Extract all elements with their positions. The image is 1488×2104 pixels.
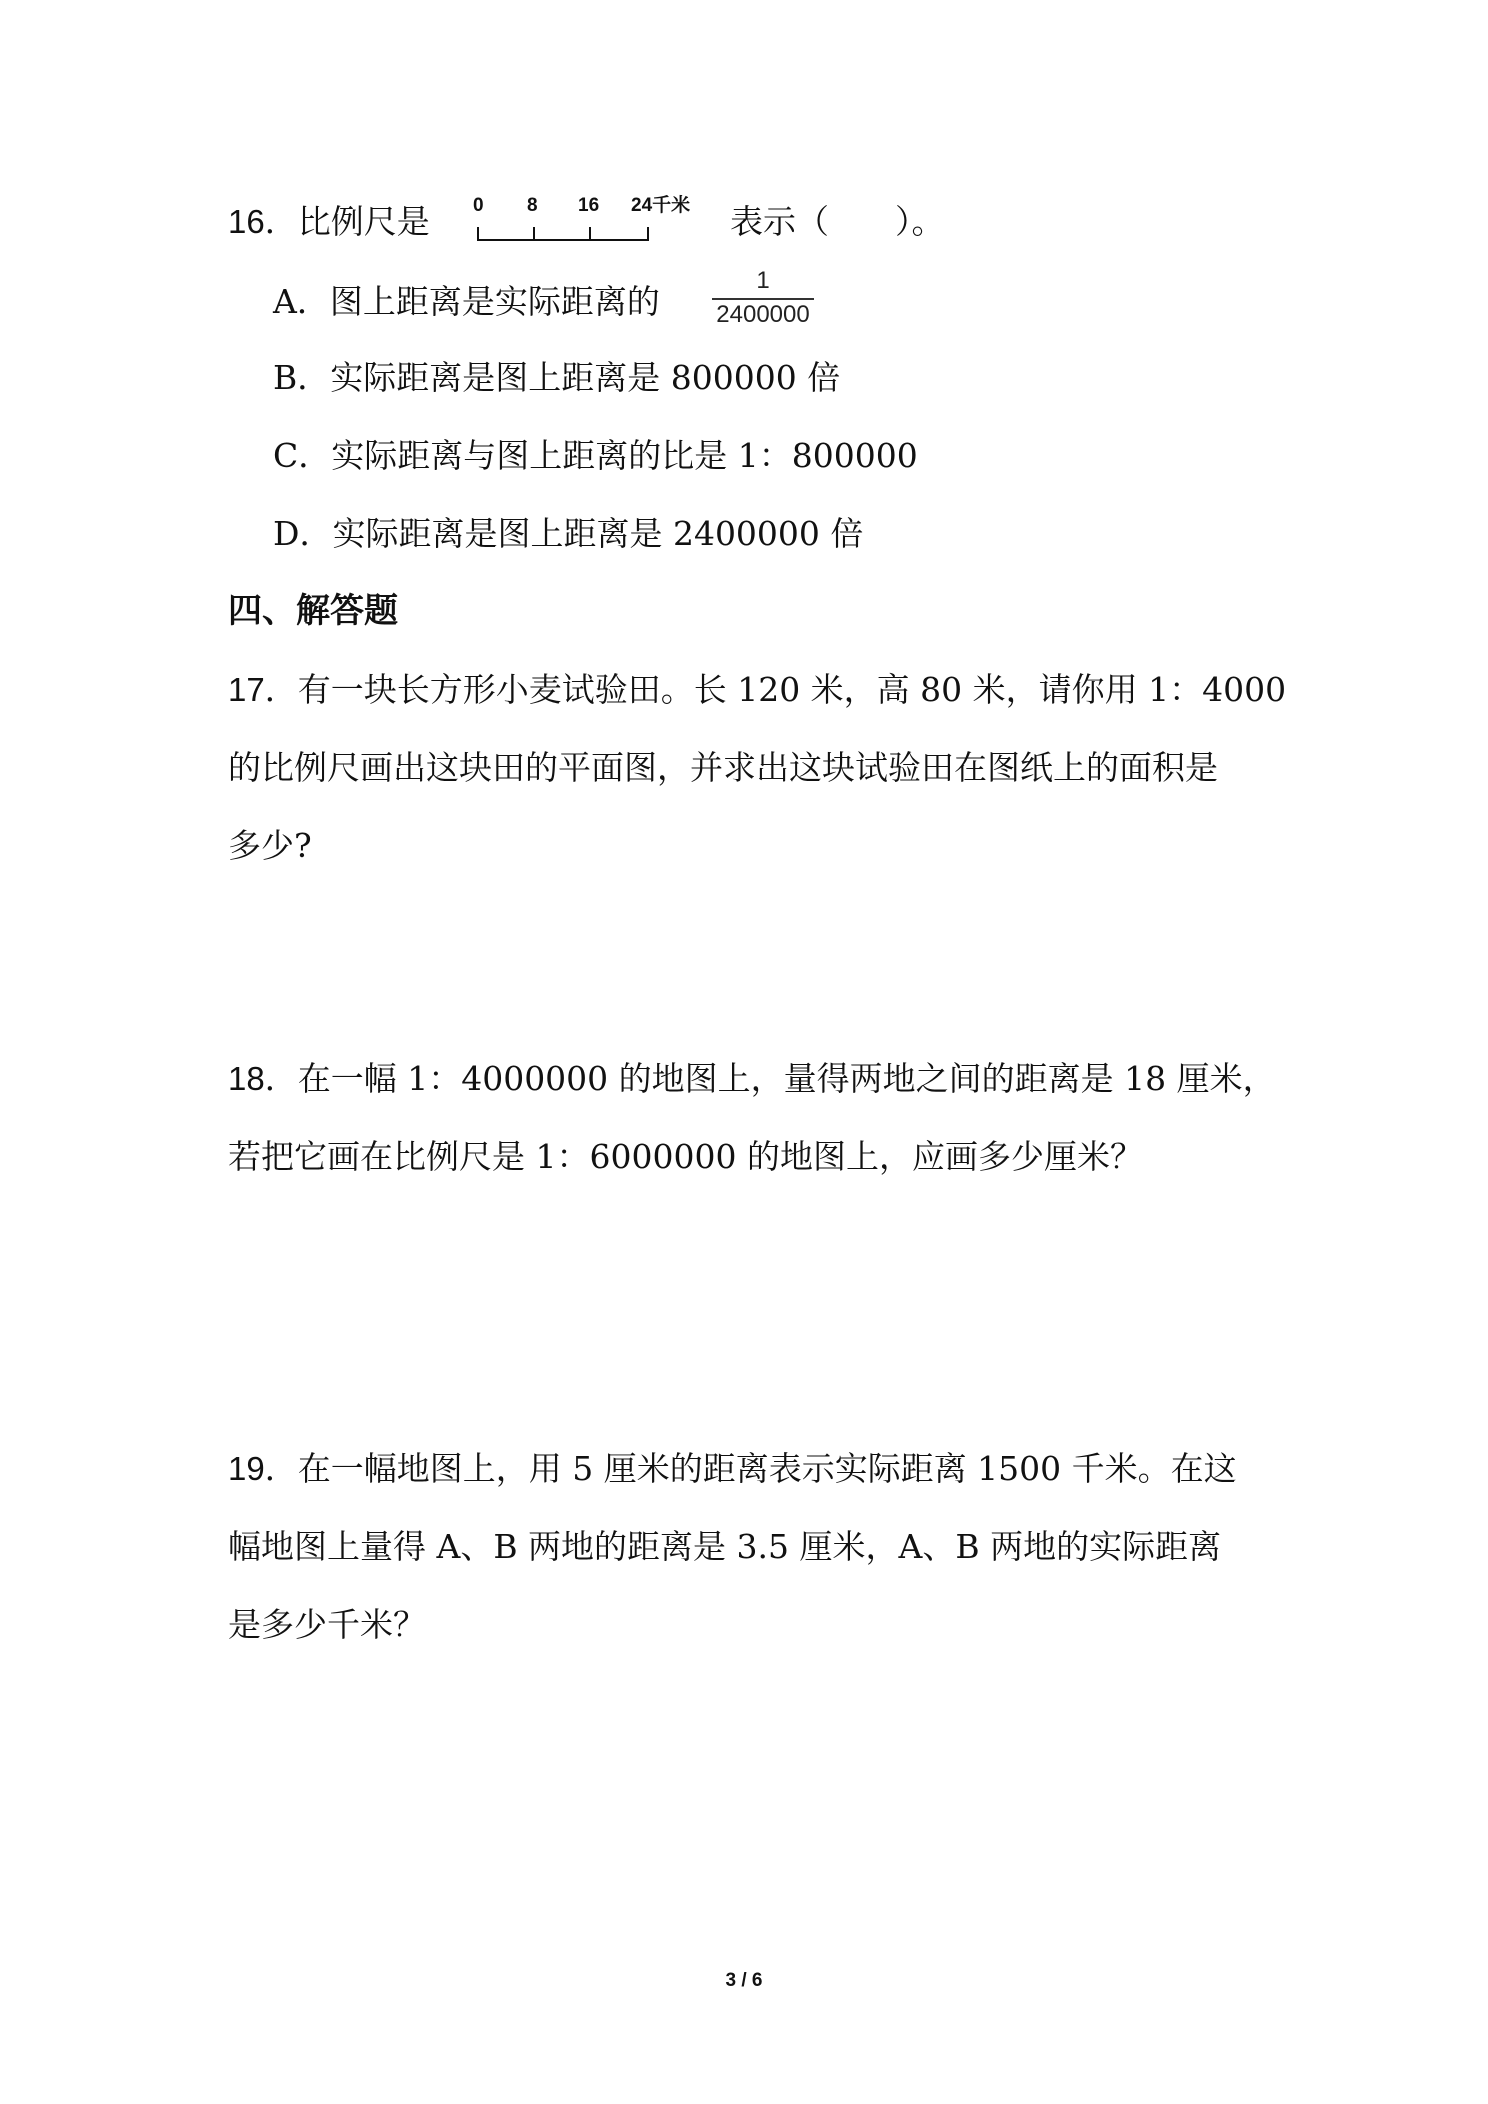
scale-bar-tick <box>589 227 591 241</box>
scale-bar-label-0: 0 <box>473 195 484 216</box>
q16-stem <box>228 202 430 242</box>
fraction-denominator: 2400000 <box>716 301 810 328</box>
q19-text-1: 在一幅地图上，用 5 厘米的距离表示实际距离 1500 千米。在这 <box>297 1449 1237 1488</box>
fraction-bar <box>712 298 814 300</box>
q18-number: 18． <box>228 1060 298 1097</box>
q18-text-1: 在一幅 1：4000000 的地图上，量得两地之间的距离是 18 厘米， <box>297 1059 1276 1098</box>
scale-bar-line <box>477 239 649 241</box>
q18-line-1 <box>228 1059 1276 1099</box>
q19-line-3: 是多少千米？ <box>228 1605 426 1644</box>
q17-line-3: 多少? <box>228 826 312 865</box>
q19-number: 19． <box>228 1450 298 1487</box>
fraction-1-over-2400000 <box>708 268 818 330</box>
q17-text-1: 有一块长方形小麦试验田。长 120 米，高 80 米，请你用 1：4000 <box>297 670 1287 709</box>
q18-line-2: 若把它画在比例尺是 1：6000000 的地图上，应画多少厘米？ <box>228 1137 1143 1176</box>
q19-line-2: 幅地图上量得 A、B 两地的距离是 3.5 厘米，A、B 两地的实际距离 <box>228 1527 1222 1566</box>
q16-option-a: A．图上距离是实际距离的 <box>273 282 660 321</box>
page-number: 3 / 6 <box>725 1970 763 1991</box>
scale-bar-tick <box>647 227 649 241</box>
q17-line-1 <box>228 670 1286 710</box>
q16-suffix: 表示（ ）。 <box>730 202 945 241</box>
q17-number: 17． <box>228 671 298 708</box>
scale-bar-label-16: 16 <box>578 195 600 216</box>
q16-option-c: C．实际距离与图上距离的比是 1：800000 <box>273 436 918 475</box>
q17-line-2: 的比例尺画出这块田的平面图，并求出这块试验田在图纸上的面积是 <box>228 748 1218 787</box>
section-heading: 四、解答题 <box>228 591 398 631</box>
scale-bar-label-24: 24千米 <box>631 195 691 216</box>
scale-bar-tick <box>477 227 479 241</box>
fraction-numerator: 1 <box>756 267 770 294</box>
q19-line-1 <box>228 1449 1237 1489</box>
q16-prefix: 比例尺是 <box>297 202 430 241</box>
scale-bar-image <box>473 196 703 248</box>
scale-bar-label-8: 8 <box>527 195 538 216</box>
q16-option-b: B．实际距离是图上距离是 800000 倍 <box>273 358 841 397</box>
scale-bar-tick <box>533 227 535 241</box>
q16-number: 16． <box>228 203 298 240</box>
q16-option-d: D．实际距离是图上距离是 2400000 倍 <box>273 514 864 553</box>
